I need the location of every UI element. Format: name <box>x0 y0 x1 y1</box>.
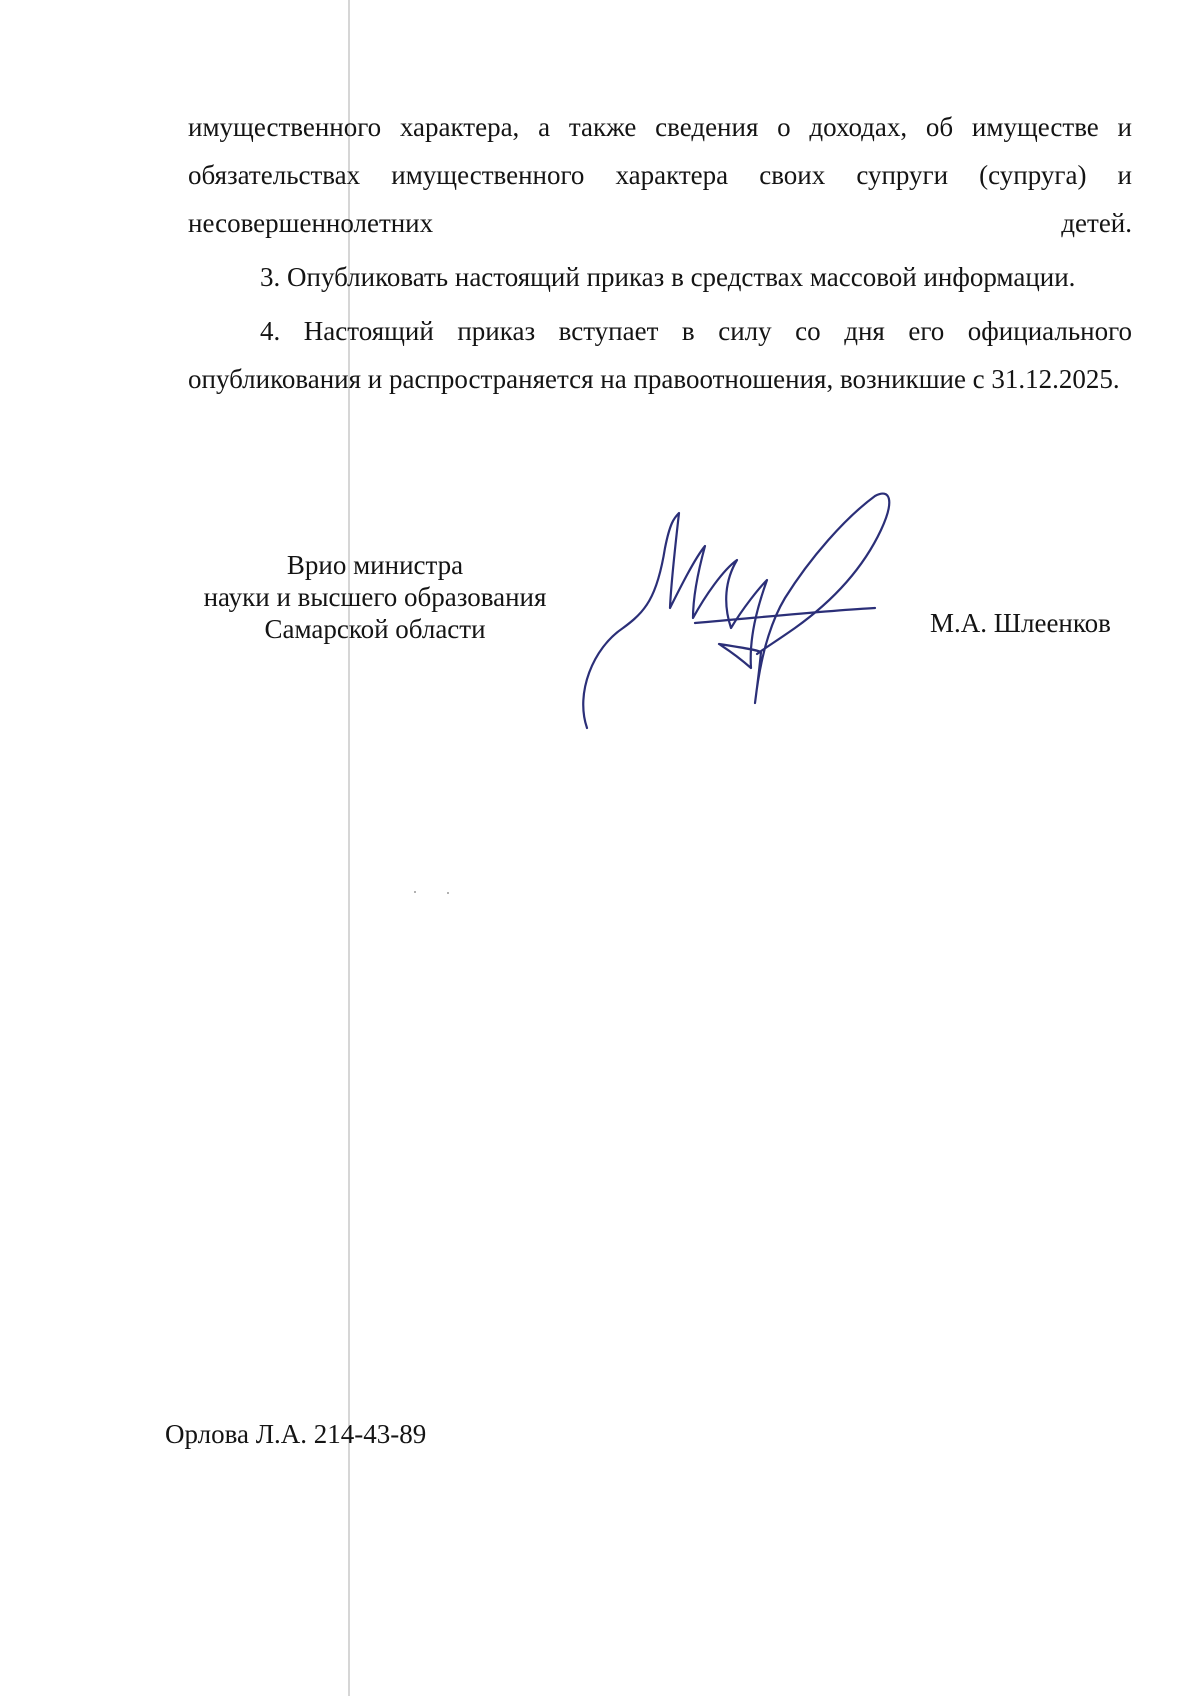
signer-position <box>160 549 590 645</box>
signer-name: М.А. Шлеенков <box>930 608 1111 638</box>
paragraph-continuation: имущественного характера, а также сведения о доходах, об имуществе и обязательствах имущественного характера своих супруги (супруга) и несовершеннолетних детей. <box>188 112 1132 238</box>
scan-speck <box>447 892 449 894</box>
executor-contact: Орлова Л.А. 214-43-89 <box>165 1419 427 1449</box>
signature-underline <box>695 608 875 623</box>
paragraph-item-3: 3. Опубликовать настоящий приказ в средствах массовой информации. <box>260 262 1076 292</box>
handwritten-signature <box>575 488 935 738</box>
paragraph-item-4: 4. Настоящий приказ вступает в силу со дня его официального опубликования и распространяется на правоотношения, возникшие с 31.12.2025. <box>188 316 1132 394</box>
signature-strokes <box>583 494 889 728</box>
scan-speck <box>414 891 416 893</box>
signer-position-line: науки и высшего образования <box>203 582 547 612</box>
signer-position-line: Самарской области <box>264 614 486 644</box>
signer-position-line: Врио министра <box>286 550 464 580</box>
document-body <box>188 103 1132 403</box>
